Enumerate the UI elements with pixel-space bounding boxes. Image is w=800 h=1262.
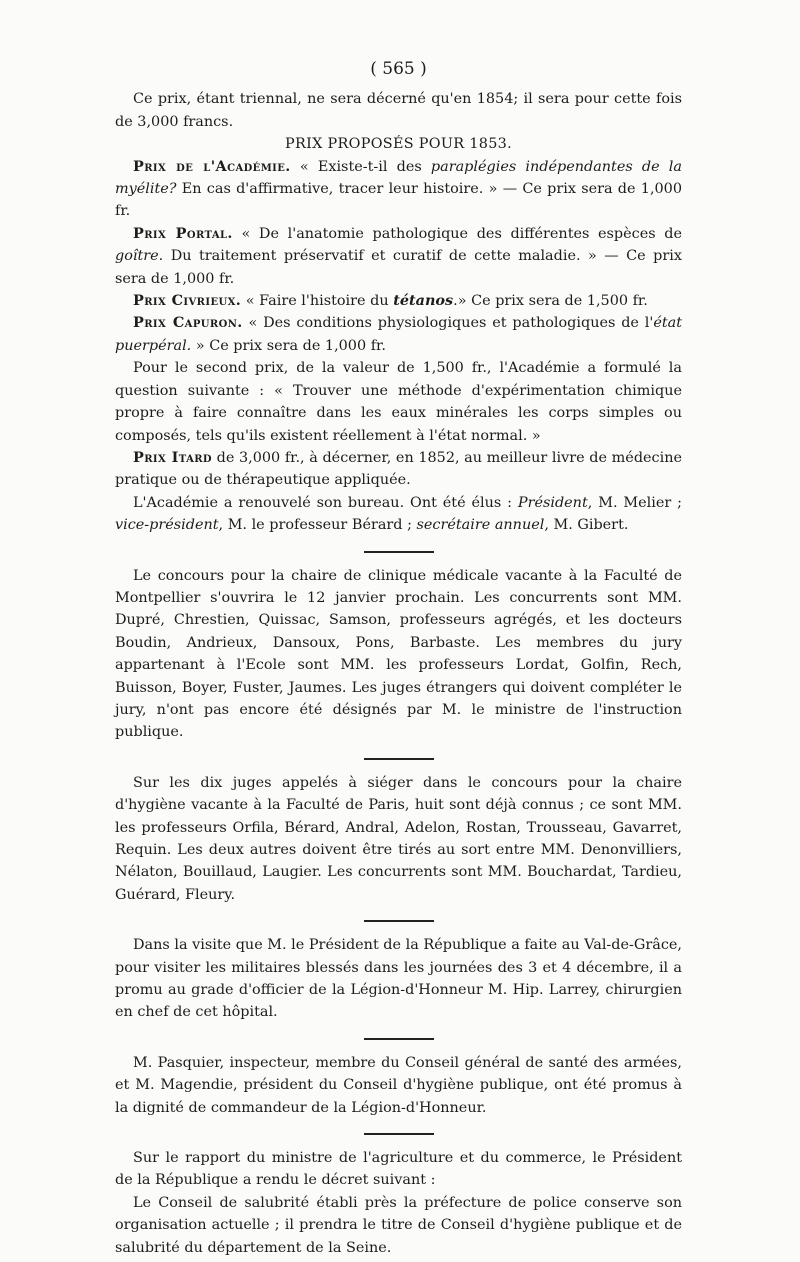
section-divider <box>364 1133 434 1135</box>
section-divider <box>364 551 434 553</box>
val-de-grace-paragraph: Dans la visite que M. le Président de la République a faite au Val-de-Grâce, pour visiter les militaires blessés dans les journées des 3 et 4 décembre, il a promu au grade d'officier de la Légion-d'Honneur M. Hip. Larrey, chirurgien en chef de cet hôpital. <box>115 937 682 1021</box>
bureau-paragraph <box>115 492 682 537</box>
second-prize-paragraph: Pour le second prix, de la valeur de 1,500 fr., l'Académie a formulé la question suivante : « Trouver une méthode d'expérimentation chimique propre à faire connaître dans les eaux minérales les corps simples ou composés, tels qu'ils existent réellement à l'état normal. » <box>115 360 682 444</box>
section-heading: PRIX PROPOSÉS POUR 1853. <box>284 136 513 153</box>
decree-intro-paragraph: Sur le rapport du ministre de l'agriculture et du commerce, le Président de la République a rendu le décret suivant : <box>115 1150 682 1189</box>
page-number: ( 565 ) <box>370 59 427 79</box>
prize-topic: goître. <box>115 248 164 265</box>
bureau-text: , M. Gibert. <box>544 517 629 534</box>
prize-academie <box>115 156 682 223</box>
prize-text: de 3,000 fr., à décerner, en 1852, au meilleur livre de médecine pratique ou de thérapeutique appliquée. <box>115 449 682 489</box>
prize-name: Prix de l'Académie. <box>133 157 291 175</box>
prize-topic: paraplégies indépendantes de la myélite? <box>115 158 682 198</box>
prize-text: « De l'anatomie pathologique des différentes espèces de <box>232 225 682 242</box>
prize-text: Du traitement préservatif et curatif de cette maladie. » — Ce prix sera de 1,000 fr. <box>115 248 682 287</box>
bureau-text: , M. Melier ; <box>587 494 683 511</box>
bureau-text: L'Académie a renouvelé son bureau. Ont été élus : <box>133 494 518 511</box>
section-divider <box>364 920 434 922</box>
bureau-role: vice-président <box>115 517 219 534</box>
prize-name: Prix Itard <box>133 448 213 466</box>
bureau-role: secrétaire annuel <box>416 517 545 534</box>
prize-text: » Ce prix sera de 1,000 fr. <box>191 337 386 354</box>
prize-topic: état puerpéral. <box>115 315 682 354</box>
intro-paragraph: Ce prix, étant triennal, ne sera décerné qu'en 1854; il sera pour cette fois de 3,000 francs. <box>115 91 682 130</box>
section-divider <box>364 1038 434 1040</box>
prize-text: .» Ce prix sera de 1,500 fr. <box>453 293 648 310</box>
prize-capuron <box>115 312 682 357</box>
prize-name: Prix Capuron. <box>133 314 243 332</box>
prize-text: En cas d'affirmative, tracer leur histoire. » — Ce prix sera de 1,000 fr. <box>115 181 682 220</box>
prize-topic: tétanos <box>393 292 454 310</box>
prize-text: « Faire l'histoire du <box>241 293 394 310</box>
bureau-text: , M. le professeur Bérard ; <box>218 517 417 534</box>
prize-text: « Des conditions physiologiques et pathologiques de l' <box>242 315 654 332</box>
section-divider <box>364 758 434 760</box>
bureau-role: Président <box>517 494 588 511</box>
prize-name: Prix Civrieux. <box>133 292 242 310</box>
prize-name: Prix Portal. <box>133 224 233 242</box>
promotion-paragraph: M. Pasquier, inspecteur, membre du Conseil général de santé des armées, et M. Magendie, président du Conseil d'hygiène publique, ont été promus à la dignité de commandeur de la Légion-d'Honneur. <box>115 1054 682 1116</box>
decree-paragraph: Le Conseil de salubrité établi près la préfecture de police conserve son organisation actuelle ; il prendra le titre de Conseil d'hygiène publique et de salubrité du département de la Seine. <box>115 1194 682 1256</box>
montpellier-paragraph: Le concours pour la chaire de clinique médicale vacante à la Faculté de Montpellier s'ouvrira le 12 janvier prochain. Les concurrents sont MM. Dupré, Chrestien, Quissac, Samson, professeurs agrégés, et les docteurs Boudin, Andrieux, Dansoux, Pons, Barbaste. Les membres du jury appartenant à l'Ecole sont MM. les professeurs Lordat, Golfin, Rech, Buisson, Boyer, Fuster, Jaumes. Les juges étrangers qui doivent compléter le jury, n'ont pas encore été désignés par M. le ministre de l'instruction publique. <box>115 567 682 741</box>
hygiene-chair-paragraph: Sur les dix juges appelés à siéger dans le concours pour la chaire d'hygiène vacante à la Faculté de Paris, huit sont déjà connus ; ce sont MM. les professeurs Orfila, Bérard, Andral, Adelon, Rostan, Trousseau, Gavarret, Requin. Les deux autres doivent être tirés au sort entre MM. Denonvilliers, Nélaton, Bouillaud, Laugier. Les concurrents sont MM. Bouchardat, Tardieu, Guérard, Fleury. <box>115 774 682 903</box>
prize-text: « Existe-t-il des <box>290 158 431 175</box>
prize-portal <box>115 223 682 290</box>
prize-itard <box>115 447 682 492</box>
prize-civrieux <box>115 290 682 312</box>
page-content <box>115 58 682 1259</box>
